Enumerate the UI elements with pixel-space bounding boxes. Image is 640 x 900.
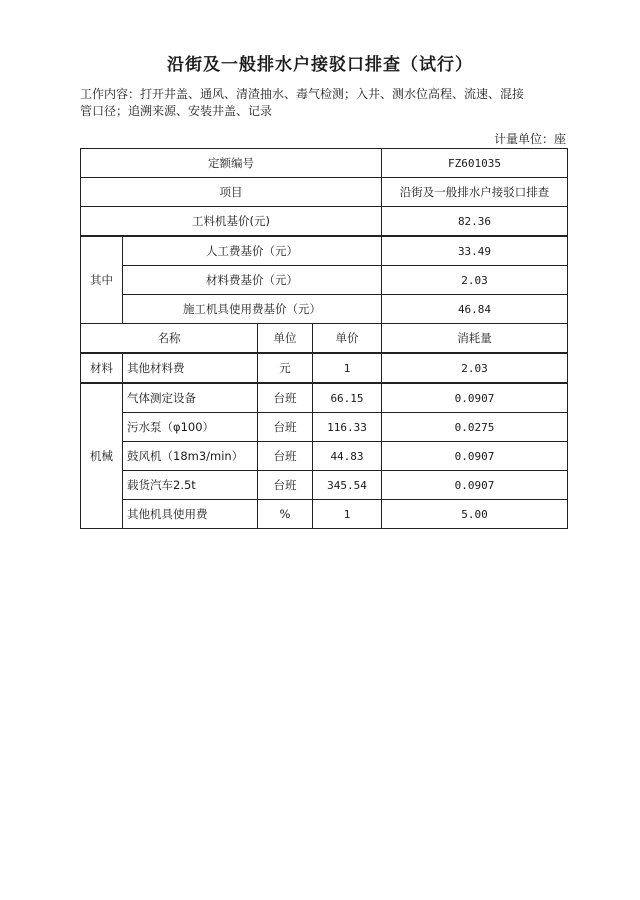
table-row	[81, 442, 568, 471]
quota-number-value: FZ601035	[382, 149, 568, 178]
row-name: 污水泵（φ100）	[123, 413, 258, 442]
quota-table	[80, 148, 568, 529]
header-price: 单价	[313, 324, 382, 354]
row-unit: %	[258, 500, 313, 529]
labor-row	[81, 236, 568, 266]
row-unit: 元	[258, 353, 313, 383]
table-row	[81, 413, 568, 442]
table-row	[81, 383, 568, 413]
row-name: 其他材料费	[123, 353, 258, 383]
work-content-line-1: 工作内容：打开井盖、通风、清渣抽水、毒气检测；入井、测水位高程、流速、混接	[80, 87, 525, 101]
work-content-line-2: 管口径；追溯来源、安装井盖、记录	[80, 104, 273, 118]
base-price-label: 工料机基价(元)	[81, 207, 382, 237]
machine-group-label: 机械	[81, 383, 123, 529]
material-cost-row	[81, 266, 568, 295]
base-price-row	[81, 207, 568, 237]
item-row	[81, 178, 568, 207]
material-cost-value: 2.03	[382, 266, 568, 295]
row-qty: 0.0275	[382, 413, 568, 442]
machine-cost-label: 施工机具使用费基价（元）	[123, 295, 382, 324]
work-content	[80, 86, 570, 120]
row-qty: 2.03	[382, 353, 568, 383]
table-row	[81, 500, 568, 529]
column-header-row	[81, 324, 568, 354]
item-value: 沿街及一般排水户接驳口排查	[382, 178, 568, 207]
row-qty: 0.0907	[382, 383, 568, 413]
document-title: 沿街及一般排水户接驳口排查（试行）	[167, 55, 473, 75]
row-unit: 台班	[258, 471, 313, 500]
row-price: 66.15	[313, 383, 382, 413]
row-qty: 5.00	[382, 500, 568, 529]
machine-cost-value: 46.84	[382, 295, 568, 324]
row-name: 其他机具使用费	[123, 500, 258, 529]
header-name: 名称	[81, 324, 258, 354]
row-unit: 台班	[258, 442, 313, 471]
labor-label: 人工费基价（元）	[123, 236, 382, 266]
table-row	[81, 353, 568, 383]
measurement-unit: 计量单位：座	[493, 132, 566, 146]
row-price: 345.54	[313, 471, 382, 500]
header-consumption: 消耗量	[382, 324, 568, 354]
header-unit: 单位	[258, 324, 313, 354]
row-qty: 0.0907	[382, 442, 568, 471]
material-group-label: 材料	[81, 353, 123, 383]
row-unit: 台班	[258, 383, 313, 413]
base-price-value: 82.36	[382, 207, 568, 237]
item-label: 项目	[81, 178, 382, 207]
row-unit: 台班	[258, 413, 313, 442]
row-qty: 0.0907	[382, 471, 568, 500]
quota-number-label: 定额编号	[81, 149, 382, 178]
row-price: 1	[313, 353, 382, 383]
row-name: 气体测定设备	[123, 383, 258, 413]
material-cost-label: 材料费基价（元）	[123, 266, 382, 295]
row-name: 鼓风机（18m3/min）	[123, 442, 258, 471]
row-price: 116.33	[313, 413, 382, 442]
row-price: 1	[313, 500, 382, 529]
labor-value: 33.49	[382, 236, 568, 266]
among-label: 其中	[81, 236, 123, 324]
machine-cost-row	[81, 295, 568, 324]
table-row	[81, 471, 568, 500]
row-price: 44.83	[313, 442, 382, 471]
quota-number-row	[81, 149, 568, 178]
row-name: 载货汽车2.5t	[123, 471, 258, 500]
